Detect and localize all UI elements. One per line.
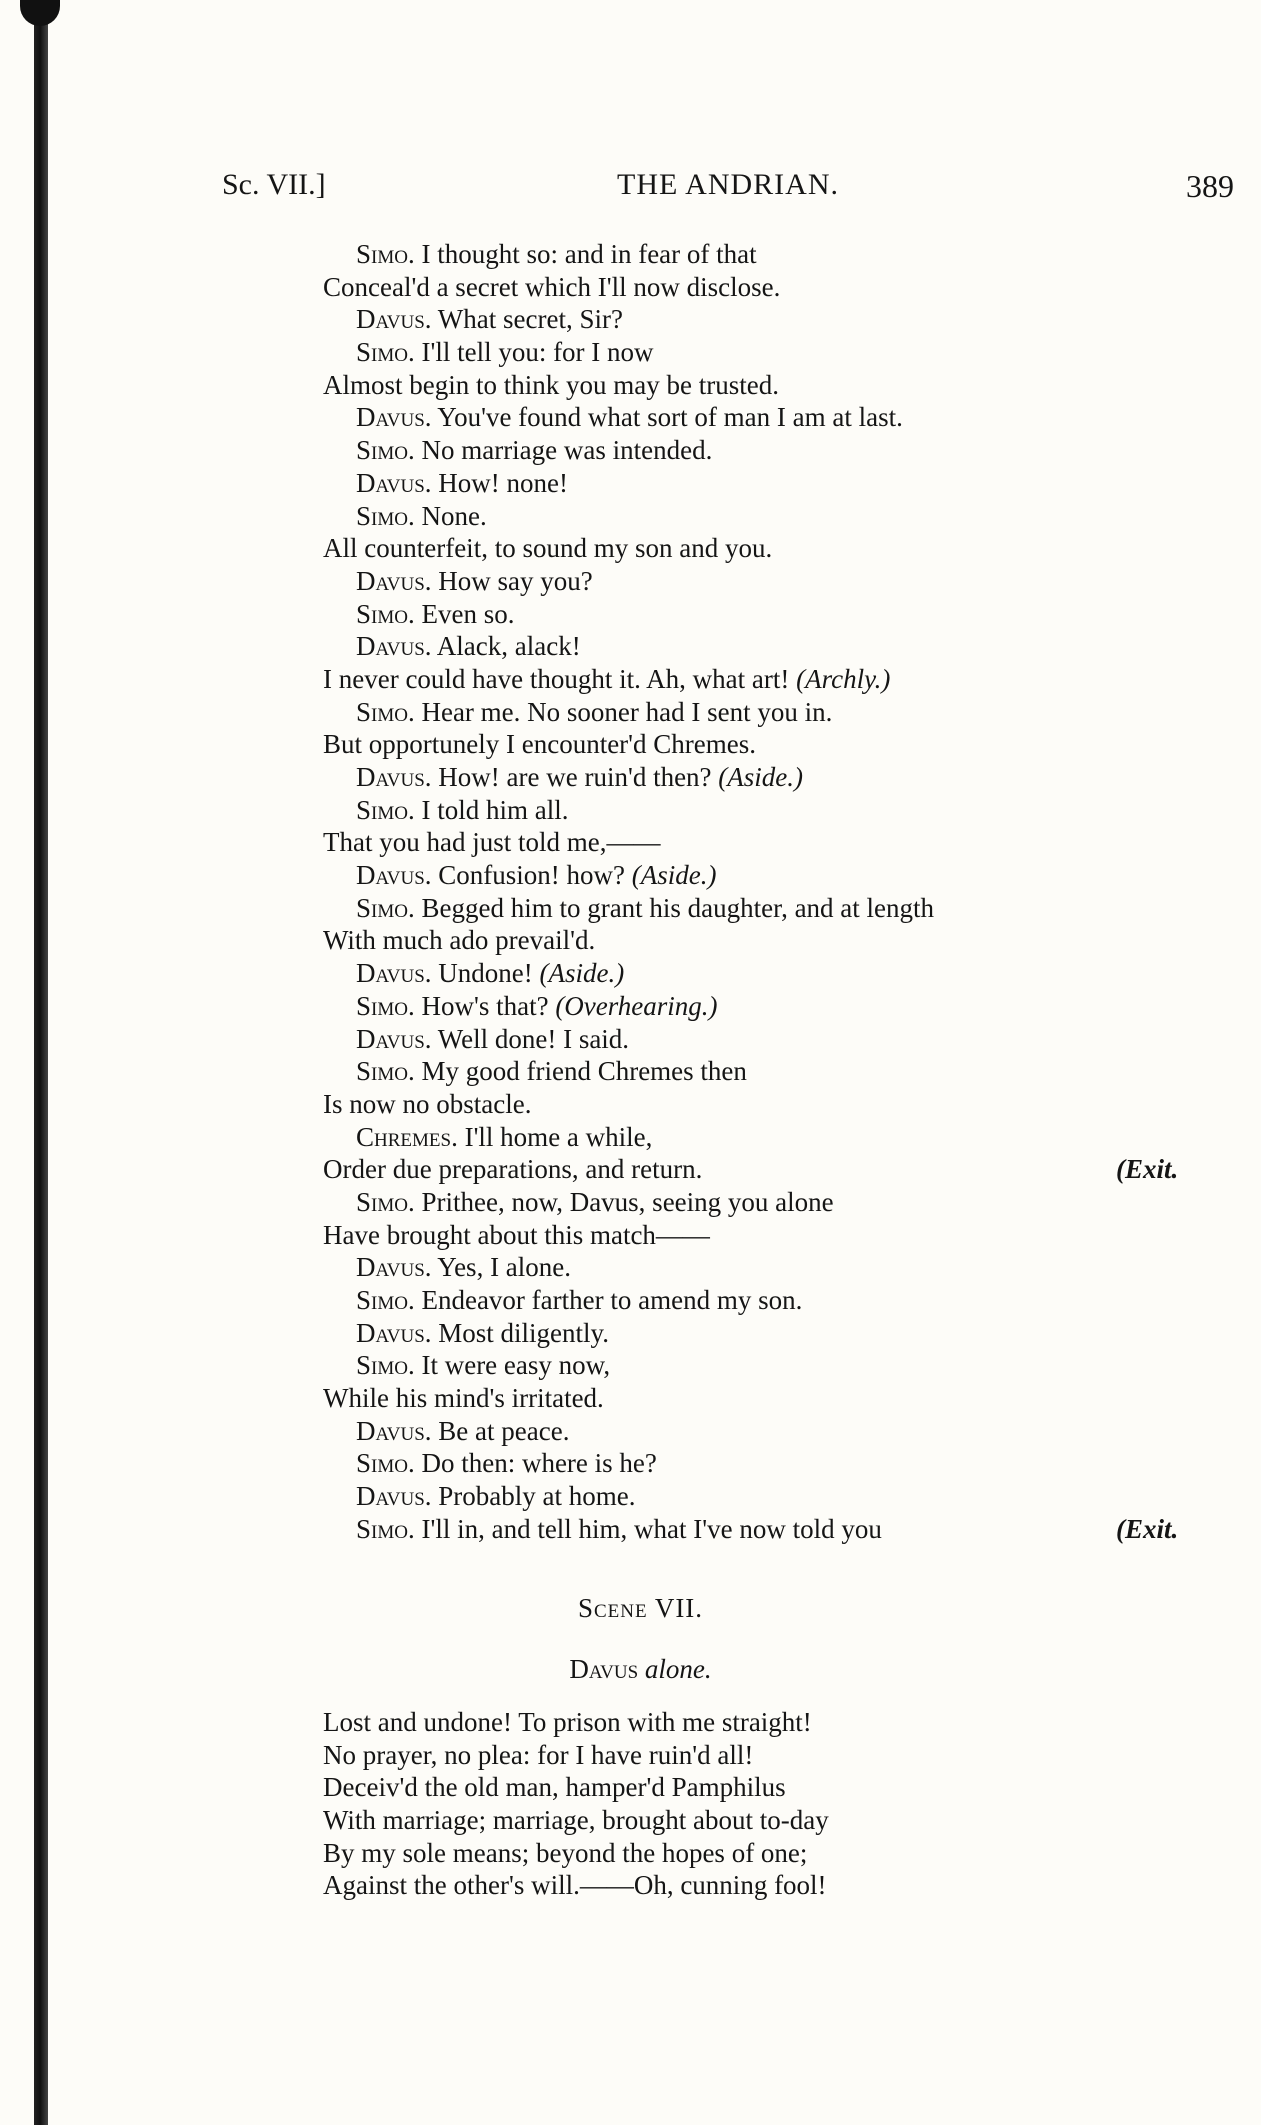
speech-line: [0, 1121, 1261, 1154]
speaker-name: Simo.: [356, 892, 415, 923]
speech-line: [0, 238, 1261, 271]
speaker-name: Simo.: [356, 990, 415, 1021]
line-text: Order due preparations, and return.: [323, 1154, 703, 1185]
stage-direction: (Aside.): [631, 860, 717, 891]
verse-line: [0, 271, 1261, 304]
speech-line: [0, 467, 1261, 500]
speaker-name: Davus.: [356, 1252, 432, 1283]
soliloquy-line: With marriage; marriage, brought about to-day: [323, 1805, 829, 1836]
speech-line: [0, 892, 1261, 925]
speaker-name: Davus.: [356, 1481, 432, 1512]
speech-line: [0, 401, 1261, 434]
speech-line: [0, 794, 1261, 827]
line-text: Begged him to grant his daughter, and at length: [414, 892, 935, 923]
line-text: Endeavor farther to amend my son.: [414, 1285, 803, 1315]
speech-line: [0, 1284, 1261, 1317]
line-text: It were easy now,: [414, 1350, 611, 1381]
speaker-name: Simo.: [356, 239, 415, 269]
speech-line: [0, 598, 1261, 631]
line-text: How say you?: [431, 565, 593, 596]
speech-line: [0, 336, 1261, 369]
soliloquy-line: Deceiv'd the old man, hamper'd Pamphilus: [323, 1772, 786, 1803]
speech-line: [0, 696, 1261, 729]
line-text: Is now no obstacle.: [323, 1088, 532, 1119]
speech-line: [0, 990, 1261, 1023]
speech-line: [0, 1349, 1261, 1382]
dialogue-block: [0, 238, 1261, 1546]
line-text: I'll tell you: for I now: [414, 337, 654, 368]
speech-line: [0, 957, 1261, 990]
line-text: I'll in, and tell him, what I've now told you: [414, 1513, 882, 1544]
speaker-name: Simo.: [356, 500, 415, 531]
soliloquy-line: Against the other's will.——Oh, cunning fool!: [323, 1870, 827, 1901]
line-text: Conceal'd a secret which I'll now disclose.: [323, 271, 781, 302]
speech-line: [0, 303, 1261, 336]
line-text: How! are we ruin'd then?: [431, 762, 719, 792]
line-text: While his mind's irritated.: [323, 1383, 604, 1414]
scene-heading: Scene VII.: [577, 1593, 704, 1623]
speaker-name: Davus.: [356, 631, 432, 662]
line-text: No marriage was intended.: [414, 435, 713, 466]
speaker-name: Simo.: [356, 1513, 415, 1544]
scene-stage-direction: [0, 1654, 1261, 1685]
line-text: I told him all.: [414, 794, 569, 825]
soliloquy-line: Lost and undone! To prison with me straight!: [323, 1707, 812, 1737]
scene-speaker: Davus: [569, 1654, 639, 1684]
line-text: What secret, Sir?: [431, 304, 623, 335]
line-text: But opportunely I encounter'd Chremes.: [323, 729, 757, 760]
line-text: Have brought about this match——: [323, 1219, 710, 1250]
line-text: How's that?: [414, 990, 556, 1021]
stage-direction: (Aside.): [539, 958, 625, 989]
speech-line: [0, 500, 1261, 533]
line-text: All counterfeit, to sound my son and you.: [323, 533, 773, 564]
line-text: None.: [414, 500, 487, 531]
verse-line: [0, 1219, 1261, 1252]
speech-line: [0, 1023, 1261, 1056]
line-text: I never could have thought it. Ah, what art!: [323, 663, 797, 694]
line-text: That you had just told me,——: [323, 827, 661, 858]
header-title: THE ANDRIAN.: [617, 168, 839, 201]
line-text: Well done! I said.: [431, 1023, 630, 1054]
speaker-name: Davus.: [356, 304, 432, 335]
line-text: Alack, alack!: [431, 631, 581, 662]
speaker-name: Simo.: [356, 1186, 415, 1217]
speech-line: [0, 1415, 1261, 1448]
speaker-name: Simo.: [356, 1285, 415, 1315]
speaker-name: Simo.: [356, 1448, 415, 1479]
soliloquy-line: No prayer, no plea: for I have ruin'd all!: [323, 1739, 754, 1770]
line-text: Probably at home.: [431, 1481, 636, 1512]
verse-line: [0, 728, 1261, 761]
line-text: Yes, I alone.: [431, 1252, 572, 1283]
speaker-name: Simo.: [356, 794, 415, 825]
speech-line: [0, 434, 1261, 467]
soliloquy-line: By my sole means; beyond the hopes of one;: [323, 1837, 808, 1868]
verse-line: [0, 826, 1261, 859]
speaker-name: Simo.: [356, 696, 415, 727]
line-text: Almost begin to think you may be trusted.: [323, 369, 779, 400]
page-number: 389: [1186, 168, 1234, 204]
exit-direction: (Exit.: [1116, 1513, 1179, 1544]
line-text: Prithee, now, Davus, seeing you alone: [414, 1186, 834, 1217]
speech-line: [0, 1055, 1261, 1088]
speech-line: [0, 630, 1261, 663]
speech-line: [0, 565, 1261, 598]
verse-line: [0, 1088, 1261, 1121]
speech-line: [0, 1317, 1261, 1350]
verse-line: [0, 369, 1261, 402]
line-text: My good friend Chremes then: [414, 1056, 747, 1087]
line-text: Be at peace.: [431, 1415, 570, 1446]
speech-line: [0, 1186, 1261, 1219]
speaker-name: Davus.: [356, 1317, 432, 1348]
speaker-name: Simo.: [356, 337, 415, 368]
speaker-name: Simo.: [356, 1350, 415, 1381]
line-text: Even so.: [414, 598, 515, 629]
speaker-name: Davus.: [356, 1023, 432, 1054]
speaker-name: Davus.: [356, 762, 432, 792]
line-text: You've found what sort of man I am at last.: [431, 402, 903, 433]
stage-direction: (Overhearing.): [555, 990, 718, 1021]
speaker-name: Simo.: [356, 1056, 415, 1087]
speech-line: [0, 1447, 1261, 1480]
speech-line: [0, 761, 1261, 794]
line-text: Undone!: [431, 958, 540, 989]
speaker-name: Davus.: [356, 467, 432, 498]
speaker-name: Simo.: [356, 598, 415, 629]
speaker-name: Davus.: [356, 402, 432, 433]
running-header: [222, 168, 1234, 208]
verse-line: [0, 924, 1261, 957]
speaker-name: Chremes.: [356, 1121, 458, 1152]
verse-line: [0, 532, 1261, 565]
exit-direction: (Exit.: [1116, 1154, 1179, 1185]
header-scene-ref: Sc. VII.]: [222, 168, 326, 201]
speech-line: [0, 1480, 1261, 1513]
soliloquy-block: [0, 1706, 1261, 1902]
stage-direction: (Aside.): [718, 762, 804, 792]
line-text: Hear me. No sooner had I sent you in.: [414, 696, 833, 727]
speech-line: [0, 859, 1261, 892]
line-text: With much ado prevail'd.: [323, 925, 596, 956]
speaker-name: Davus.: [356, 565, 432, 596]
line-text: I thought so: and in fear of that: [414, 239, 757, 269]
line-text: Do then: where is he?: [414, 1448, 657, 1479]
scene-direction: alone.: [644, 1654, 712, 1684]
speaker-name: Davus.: [356, 1415, 432, 1446]
speaker-name: Davus.: [356, 860, 432, 891]
line-text: Most diligently.: [431, 1317, 610, 1348]
verse-line: [0, 1153, 1261, 1186]
line-text: Confusion! how?: [431, 860, 632, 891]
speaker-name: Simo.: [356, 435, 415, 466]
verse-line: [0, 663, 1261, 696]
line-text: I'll home a while,: [457, 1121, 653, 1152]
line-text: How! none!: [431, 467, 568, 498]
speech-line: [0, 1513, 1261, 1546]
speech-line: [0, 1251, 1261, 1284]
verse-line: [0, 1382, 1261, 1415]
stage-direction: (Archly.): [796, 663, 891, 694]
speaker-name: Davus.: [356, 958, 432, 989]
